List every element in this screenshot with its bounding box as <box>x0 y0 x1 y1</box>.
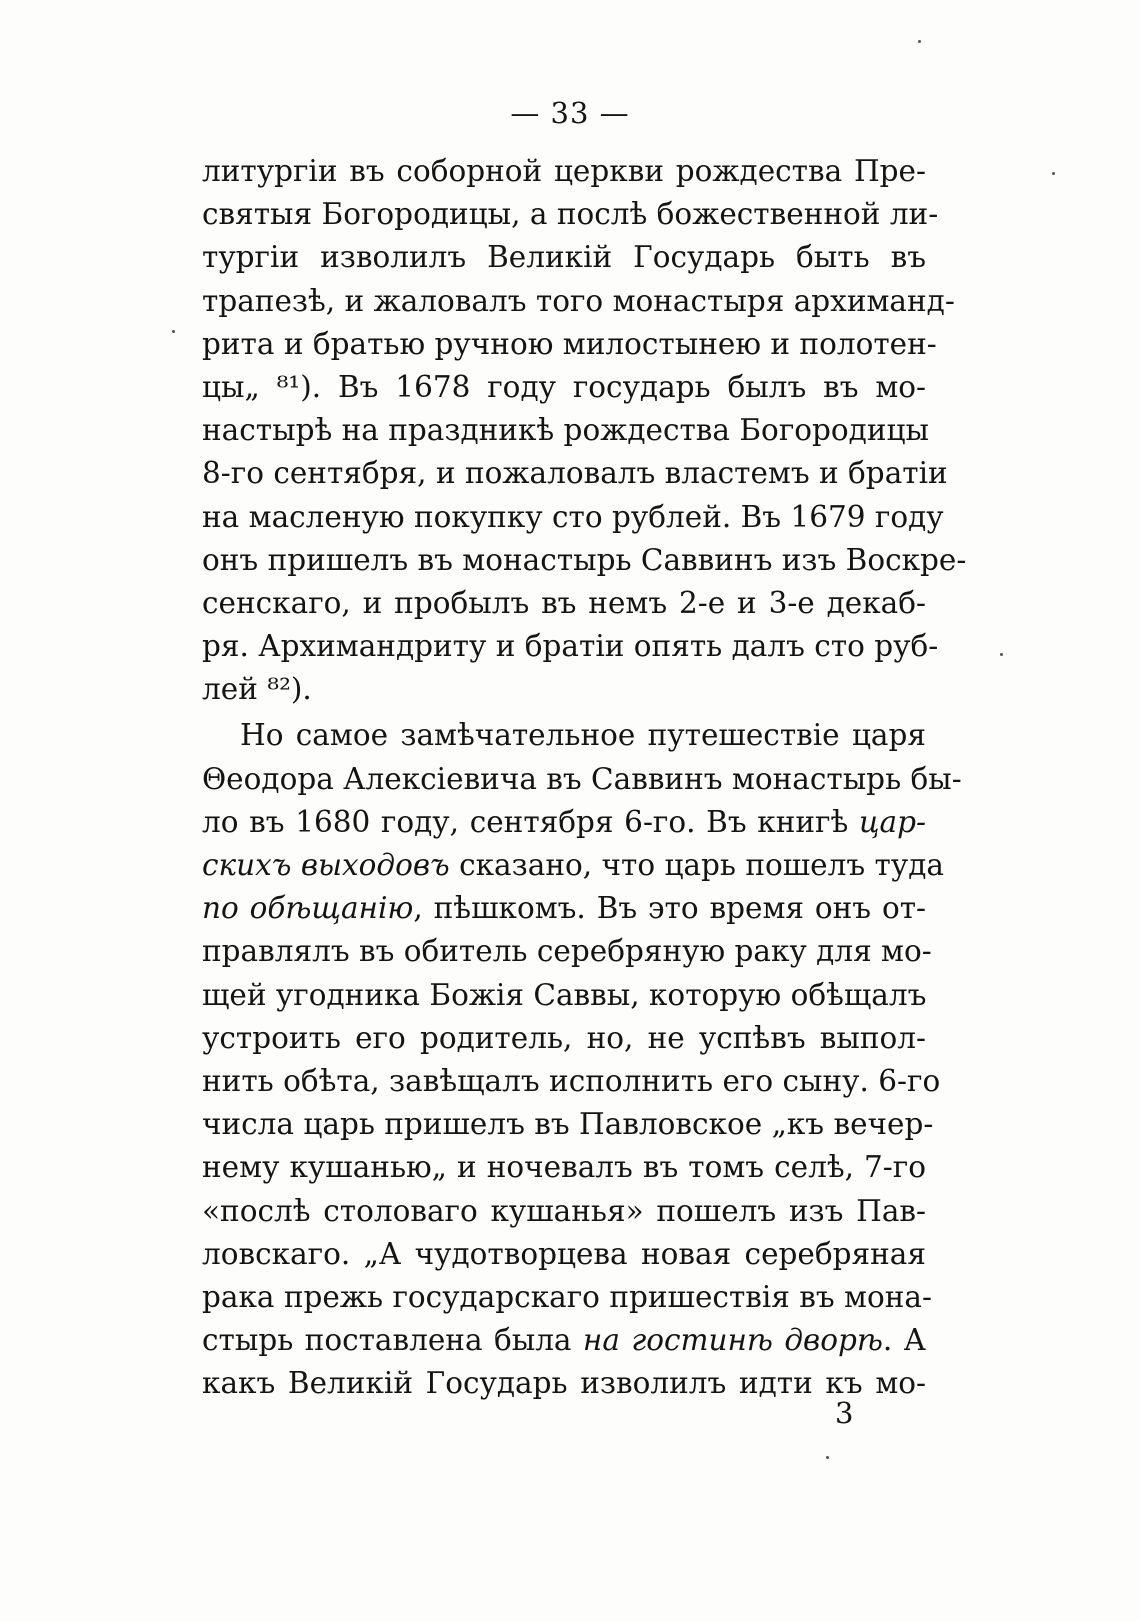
text-line: нему кушанью„ и ночевалъ въ томъ селѣ, 7-го <box>202 1150 926 1185</box>
text-line <box>202 801 926 844</box>
text-line: какъ Великій Государь изволилъ идти къ мо- <box>202 1366 926 1401</box>
text-line: рака прежь государскаго пришествія въ мона- <box>202 1279 932 1314</box>
text-line: рита и братью ручною милостынею и полотен- <box>202 326 937 361</box>
paper-speck <box>1052 172 1055 175</box>
text-line: сенскаго, и пробылъ въ немъ 2-е и 3-е декаб- <box>202 585 926 620</box>
text-line <box>202 887 926 930</box>
body-text <box>202 150 967 1405</box>
text-line: святыя Богородицы, а послѣ божественной ли- <box>202 197 939 232</box>
text-line: на масленую покупку сто рублей. Въ 1679 году <box>202 499 944 534</box>
page-number: — 33 — <box>510 96 630 130</box>
text-line: тургіи изволилъ Великій Государь быть въ <box>202 240 926 275</box>
signature-mark: 3 <box>835 1396 854 1430</box>
text-segment: , пѣшкомъ. Въ это время онъ от- <box>413 891 926 926</box>
paper-speck <box>826 1456 829 1459</box>
italic-text: по обѣщанію <box>202 891 414 926</box>
text-line: литургіи въ соборной церкви рождества Пре- <box>202 154 926 188</box>
text-line: правлялъ въ обитель серебряную раку для мо- <box>202 934 932 969</box>
text-line: лей ⁸²). <box>202 672 312 707</box>
paragraph-start-line: Но самое замѣчательное путешествіе царя <box>240 718 926 753</box>
text-segment: . А <box>882 1323 926 1358</box>
text-line <box>202 1319 926 1362</box>
italic-text: на гостинѣ дворѣ <box>582 1323 883 1358</box>
text-segment: сказано, что царь пошелъ туда <box>459 848 944 882</box>
text-line: ловскаго. „А чудотворцева новая серебряная <box>202 1236 926 1271</box>
paper-speck <box>172 330 175 333</box>
text-line: устроить его родитель, но, не успѣвъ выпол- <box>202 1020 926 1055</box>
text-segment: стырь поставлена была <box>202 1323 572 1358</box>
text-line: онъ пришелъ въ монастырь Саввинъ изъ Воскре- <box>202 542 967 577</box>
text-segment: ло въ 1680 году, сентября 6-го. Въ книгѣ <box>202 804 849 839</box>
text-line <box>202 844 944 887</box>
text-line: щей угодника Божія Саввы, которую обѣщалъ <box>202 977 927 1012</box>
text-line: «послѣ столоваго кушанья» пошелъ изъ Пав- <box>202 1193 926 1228</box>
paper-speck <box>918 40 921 43</box>
text-line: числа царь пришелъ въ Павловское „къ вечер- <box>202 1107 934 1142</box>
paper-speck <box>1000 653 1003 656</box>
text-line: Θеодора Алексіевича въ Саввинъ монастырь бы- <box>202 761 962 796</box>
text-line: 8-го сентября, и пожаловалъ властемъ и братіи <box>202 456 948 491</box>
italic-text: скихъ выходовъ <box>202 848 450 882</box>
text-line: трапезѣ, и жаловалъ того монастыря архиманд- <box>202 283 955 318</box>
italic-text: цар- <box>858 804 926 839</box>
text-line: настырѣ на праздникѣ рождества Богородицы <box>202 413 929 448</box>
text-line: ря. Архимандриту и братіи опять далъ сто руб- <box>202 629 939 664</box>
text-line: цы„ ⁸¹). Въ 1678 году государь былъ въ мо- <box>202 369 926 404</box>
text-line: нить обѣта, завѣщалъ исполнить его сыну. 6-го <box>202 1063 941 1098</box>
